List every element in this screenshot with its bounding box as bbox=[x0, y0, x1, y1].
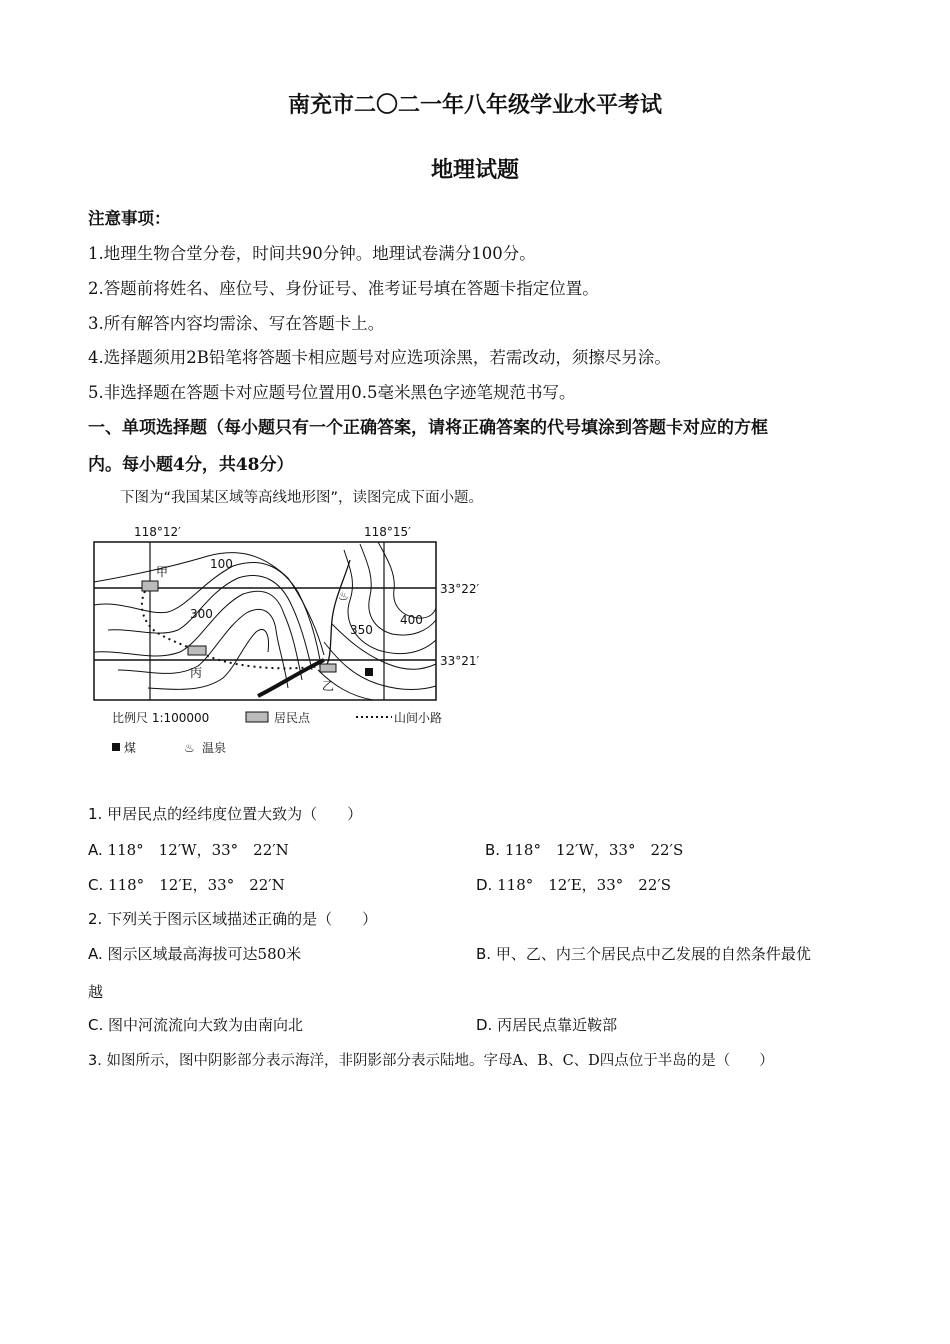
option-1c[interactable] bbox=[88, 874, 285, 895]
contour-label: 300 bbox=[190, 607, 213, 621]
option-text: 丙居民点靠近鞍部 bbox=[497, 1016, 618, 1034]
legend-spring: 温泉 bbox=[202, 741, 227, 755]
river bbox=[324, 560, 350, 670]
place-label-jia: 甲 bbox=[156, 565, 169, 579]
option-1b[interactable] bbox=[485, 839, 683, 860]
notice-heading: 注意事项： bbox=[88, 209, 171, 228]
question-number: 1. bbox=[88, 805, 103, 823]
legend-scale: 比例尺 1:100000 bbox=[112, 711, 210, 725]
settlement-jia bbox=[142, 581, 158, 591]
question-2 bbox=[88, 908, 377, 929]
notice-item: 2.答题前将姓名、座位号、身份证号、准考证号填在答题卡指定位置。 bbox=[88, 279, 599, 298]
question-number: 2. bbox=[88, 910, 103, 928]
question-stem: 如图所示，图中阴影部分表示海洋，非阴影部分表示陆地。字母A、B、C、D四点位于半岛的是（ ） bbox=[106, 1053, 774, 1069]
option-text: 甲、乙、内三个居民点中乙发展的自然条件最优 bbox=[495, 945, 811, 963]
option-key: A. bbox=[88, 945, 103, 963]
legend-settlement: 居民点 bbox=[274, 711, 311, 725]
option-key: C. bbox=[88, 1016, 104, 1034]
option-1d[interactable] bbox=[476, 874, 671, 895]
contour-label: 400 bbox=[400, 613, 423, 627]
section-heading: 一、单项选择题（每小题只有一个正确答案，请将正确答案的代号填涂到答题卡对应的方框 bbox=[88, 418, 768, 438]
contour-map bbox=[88, 520, 488, 760]
question-stem: 下列关于图示区域描述正确的是（ ） bbox=[107, 910, 378, 928]
settlement-bing bbox=[188, 646, 206, 655]
option-key: D. bbox=[476, 1016, 493, 1034]
exam-subtitle: 地理试题 bbox=[430, 157, 519, 183]
question-stem: 甲居民点的经纬度位置大致为（ ） bbox=[107, 805, 363, 823]
exam-title: 南充市二〇二一年八年级学业水平考试 bbox=[287, 92, 662, 118]
settlement-yi bbox=[320, 664, 336, 672]
option-key: B. bbox=[485, 841, 501, 859]
notice-item: 3.所有解答内容均需涂、写在答题卡上。 bbox=[88, 314, 385, 333]
question-3 bbox=[88, 1049, 774, 1070]
option-key: D. bbox=[476, 876, 493, 894]
lon-label-left: 118°12′ bbox=[134, 525, 181, 539]
contour-label: 350 bbox=[350, 623, 373, 637]
legend-spring-icon: ♨ bbox=[184, 741, 195, 755]
notice-item: 1.地理生物合堂分卷，时间共90分钟。地理试卷满分100分。 bbox=[88, 244, 536, 263]
question-number: 3. bbox=[88, 1053, 102, 1069]
option-text: 118° 12′W，33° 22′N bbox=[107, 841, 289, 859]
notice-item: 5.非选择题在答题卡对应题号位置用0.5毫米黑色字迹笔规范书写。 bbox=[88, 383, 576, 402]
legend-path: 山间小路 bbox=[394, 711, 443, 725]
intro-text: 下图为“我国某区域等高线地形图”，读图完成下面小题。 bbox=[120, 490, 484, 506]
notice-item: 4.选择题须用2B铅笔将答题卡相应题号对应选项涂黑，若需改动，须擦尽另涂。 bbox=[88, 348, 671, 367]
option-text: 118° 12′E，33° 22′S bbox=[497, 876, 672, 894]
legend-coal: 煤 bbox=[124, 741, 137, 755]
option-2b-cont: 越 bbox=[88, 983, 104, 1001]
option-text: 118° 12′E，33° 22′N bbox=[108, 876, 285, 894]
option-2d[interactable] bbox=[476, 1014, 617, 1035]
lat-label-top: 33°22′ bbox=[440, 582, 480, 596]
option-2b[interactable] bbox=[476, 943, 811, 964]
legend-coal-icon bbox=[112, 743, 120, 751]
coal-icon bbox=[365, 668, 373, 676]
section-heading-cont: 内。每小题4分，共48分） bbox=[88, 455, 294, 475]
option-text: 图示区域最高海拔可达580米 bbox=[107, 945, 302, 963]
lat-label-bottom: 33°21′ bbox=[440, 654, 480, 668]
option-key: A. bbox=[88, 841, 103, 859]
place-label-bing: 丙 bbox=[190, 666, 203, 680]
option-2a[interactable] bbox=[88, 943, 301, 964]
place-label-yi: 乙 bbox=[322, 679, 335, 693]
legend-settlement-icon bbox=[246, 712, 268, 722]
contour-label: 100 bbox=[210, 557, 233, 571]
question-1 bbox=[88, 803, 362, 824]
lon-label-right: 118°15′ bbox=[364, 525, 411, 539]
option-2c[interactable] bbox=[88, 1014, 303, 1035]
hot-spring-icon: ♨ bbox=[338, 589, 349, 603]
option-text: 图中河流流向大致为由南向北 bbox=[108, 1016, 304, 1034]
option-key: B. bbox=[476, 945, 492, 963]
option-1a[interactable] bbox=[88, 839, 289, 860]
option-text: 118° 12′W，33° 22′S bbox=[504, 841, 684, 859]
option-key: C. bbox=[88, 876, 104, 894]
road bbox=[258, 660, 324, 696]
